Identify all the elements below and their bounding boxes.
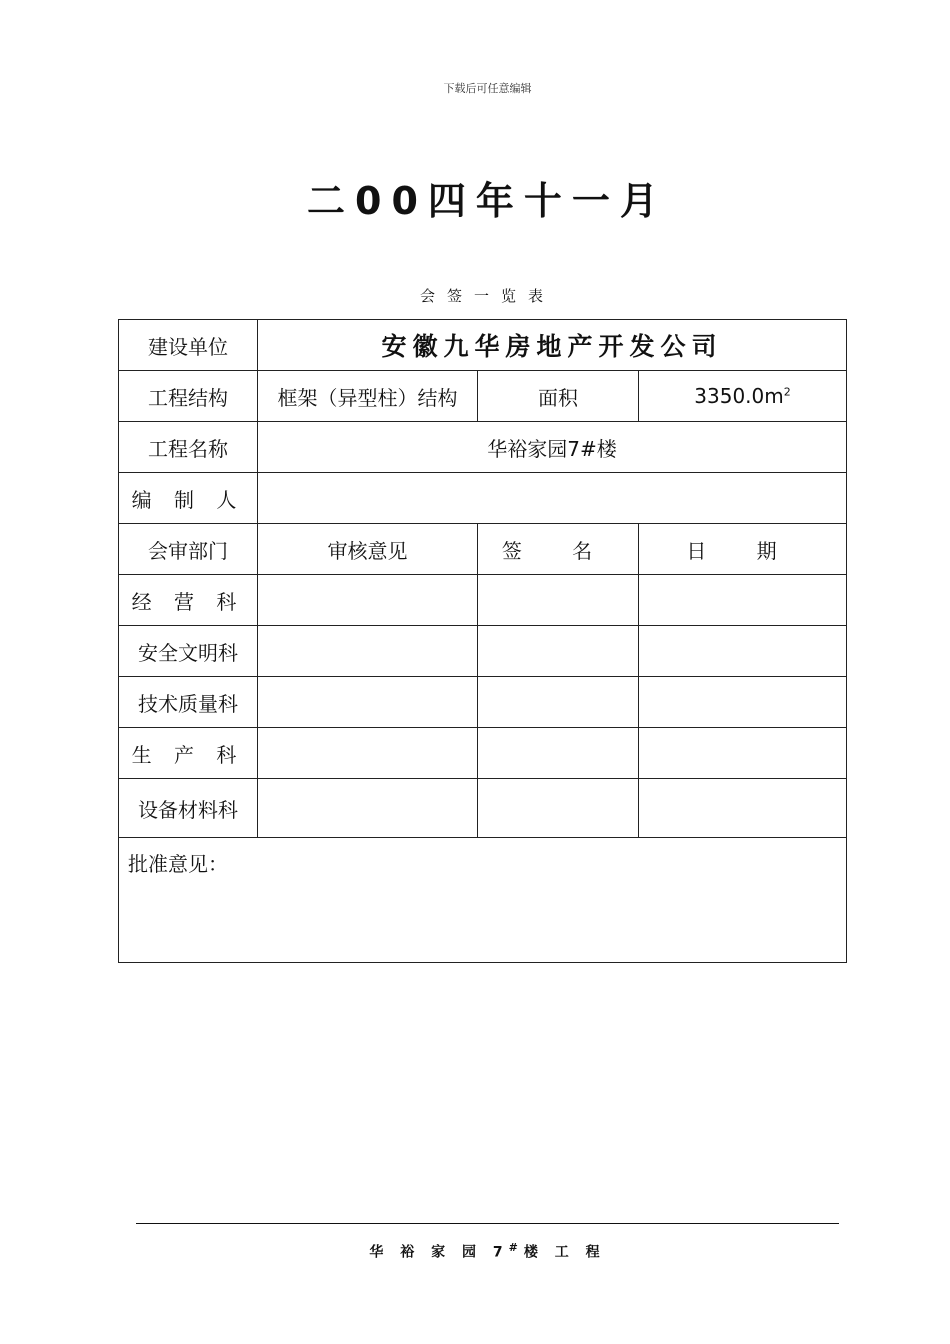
project-name-row: [119, 422, 847, 473]
dept-name: 安全文明科: [119, 626, 258, 677]
compiler-value: [258, 473, 847, 524]
area-value: 3350.0m: [694, 384, 784, 408]
compiler-row: [119, 473, 847, 524]
opinion-header: 审核意见: [258, 524, 478, 575]
project-name-value: 华裕家园7#楼: [258, 422, 847, 473]
approval-label: 批准意见：: [119, 838, 847, 963]
dept-sign: [478, 575, 639, 626]
footer-project-suffix: 楼 工 程: [523, 1244, 606, 1261]
dept-date: [639, 728, 847, 779]
sign-header: 签 名: [478, 524, 639, 575]
dept-date: [639, 575, 847, 626]
area-value-cell: [639, 371, 847, 422]
date-title: 二00四年十一月: [307, 179, 668, 223]
header-note: 下载后可任意编辑: [443, 82, 532, 95]
dept-row: [119, 779, 847, 838]
dept-row: [119, 626, 847, 677]
dept-date: [639, 677, 847, 728]
footer-sup: #: [508, 1241, 524, 1254]
project-name-label: 工程名称: [119, 422, 258, 473]
dept-name: 设备材料科: [119, 779, 258, 838]
review-header-row: [119, 524, 847, 575]
structure-row: [119, 371, 847, 422]
dept-name: 经 营 科: [119, 575, 258, 626]
dept-name: 技术质量科: [119, 677, 258, 728]
sign-off-table: [118, 319, 847, 963]
area-unit-sup: 2: [783, 385, 791, 399]
dept-name: 生 产 科: [119, 728, 258, 779]
developer-label: 建设单位: [119, 320, 258, 371]
structure-value: 框架（异型柱）结构: [258, 371, 478, 422]
dept-date: [639, 626, 847, 677]
structure-label: 工程结构: [119, 371, 258, 422]
footer-project-name: 华 裕 家 园 7: [369, 1244, 509, 1261]
dept-opinion: [258, 575, 478, 626]
table-title: 会签一览表: [419, 287, 555, 305]
approval-row: [119, 838, 847, 963]
developer-row: [119, 320, 847, 371]
footer-rule: [136, 1223, 839, 1224]
dept-row: [119, 728, 847, 779]
area-label: 面积: [478, 371, 639, 422]
dept-opinion: [258, 626, 478, 677]
dept-opinion: [258, 728, 478, 779]
dept-header: 会审部门: [119, 524, 258, 575]
dept-sign: [478, 779, 639, 838]
dept-sign: [478, 728, 639, 779]
dept-row: [119, 575, 847, 626]
dept-opinion: [258, 779, 478, 838]
footer-text: [0, 1241, 950, 1262]
dept-sign: [478, 626, 639, 677]
developer-value: 安徽九华房地产开发公司: [258, 320, 847, 371]
dept-row: [119, 677, 847, 728]
dept-sign: [478, 677, 639, 728]
date-header: 日 期: [639, 524, 847, 575]
dept-opinion: [258, 677, 478, 728]
compiler-label: 编 制 人: [119, 473, 258, 524]
dept-date: [639, 779, 847, 838]
